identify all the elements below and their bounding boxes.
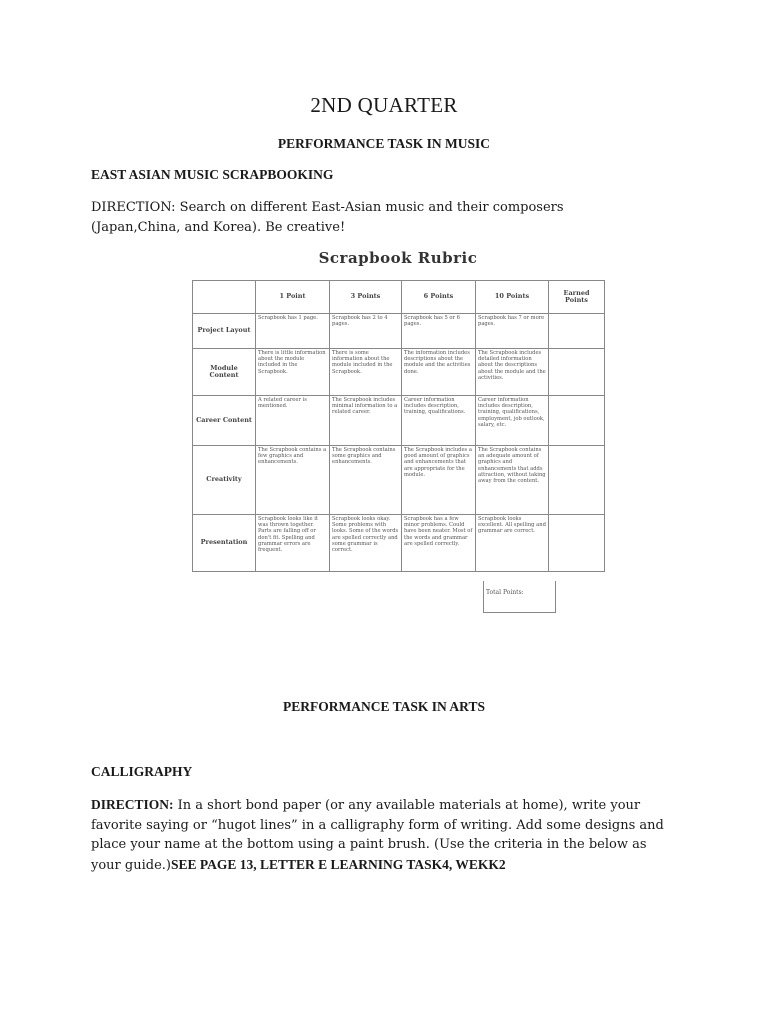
rubric-cell: Scrapbook looks excellent. All spelling and grammar are correct. xyxy=(476,515,549,572)
rubric-table xyxy=(192,280,605,572)
arts-direction-line-1 xyxy=(91,795,711,816)
rubric-cell xyxy=(549,314,605,349)
rubric-cell: The Scrapbook contains a few graphics and enhancements. xyxy=(256,446,330,515)
rubric-cell xyxy=(549,515,605,572)
rubric-cell: There is some information about the module included in the Scrapbook. xyxy=(330,349,402,396)
music-subtitle: EAST ASIAN MUSIC SCRAPBOOKING xyxy=(91,167,334,182)
arts-direction-line-2: favorite saying or “hugot lines” in a calligraphy form of writing. Add some designs and xyxy=(91,817,664,833)
rubric-criterion: Presentation xyxy=(193,515,256,572)
arts-page-reference: SEE PAGE 13, LETTER E LEARNING TASK4, WEKK2 xyxy=(170,856,506,872)
rubric-cell xyxy=(549,396,605,446)
rubric-criterion: Project Layout xyxy=(193,314,256,349)
rubric-cell: Scrapbook looks like it was thrown together. Parts are falling off or don't fit. Spelling and grammar errors are frequent. xyxy=(256,515,330,572)
arts-direction-line-3: place your name at the bottom using a paint brush. (Use the criteria in the below as xyxy=(91,837,647,852)
rubric-col-header: 1 Point xyxy=(256,281,330,314)
rubric-header-row xyxy=(193,281,605,314)
rubric-row xyxy=(193,396,605,446)
rubric-col-header: Earned Points xyxy=(549,281,605,314)
rubric-cell: A related career is mentioned. xyxy=(256,396,330,446)
arts-direction-text: In a short bond paper (or any available materials at home), write your xyxy=(173,798,641,813)
rubric-cell: The Scrapbook includes a good amount of graphics and enhancements that are appropriate for the module. xyxy=(402,446,476,515)
music-direction-line-1: DIRECTION: Search on different East-Asian music and their composers xyxy=(91,200,564,215)
rubric-cell: The Scrapbook contains some graphics and enhancements. xyxy=(330,446,402,515)
rubric-cell: Career information includes description, training, qualifications. xyxy=(402,396,476,446)
rubric-cell: The information includes descriptions about the module and the activities done. xyxy=(402,349,476,396)
music-task-title: PERFORMANCE TASK IN MUSIC xyxy=(277,136,491,151)
arts-subtitle: CALLIGRAPHY xyxy=(91,764,193,779)
rubric-cell: There is little information about the module included in the Scrapbook. xyxy=(256,349,330,396)
rubric-total-points: Total Points: xyxy=(483,581,556,613)
rubric-cell: Scrapbook has 2 to 4 pages. xyxy=(330,314,402,349)
arts-direction-guide: your guide.) xyxy=(91,857,171,873)
rubric-cell: Career information includes description, training, qualifications, employment, job outlook, salary, etc. xyxy=(476,396,549,446)
rubric-cell: Scrapbook has a few minor problems. Could have been neater. Most of the words and grammar are spelled correctly. xyxy=(402,515,476,572)
rubric-row xyxy=(193,515,605,572)
scrapbook-rubric-image xyxy=(192,245,604,615)
rubric-cell xyxy=(549,446,605,515)
rubric-col-header: 10 Points xyxy=(476,281,549,314)
rubric-col-header: 3 Points xyxy=(330,281,402,314)
quarter-heading: 2ND QUARTER xyxy=(310,93,458,117)
arts-task-title: PERFORMANCE TASK IN ARTS xyxy=(283,699,485,714)
rubric-col-header: 6 Points xyxy=(402,281,476,314)
rubric-cell xyxy=(549,349,605,396)
rubric-criterion: Creativity xyxy=(193,446,256,515)
rubric-criterion: Module Content xyxy=(193,349,256,396)
rubric-cell: The Scrapbook includes detailed information about the descriptions about the module and the activities. xyxy=(476,349,549,396)
rubric-col-header xyxy=(193,281,256,314)
rubric-cell: Scrapbook looks okay. Some problems with looks. Some of the words are spelled correctly and some grammar is correct. xyxy=(330,515,402,572)
rubric-cell: The Scrapbook contains an adequate amount of graphics and enhancements that adds attraction, without taking away from the content. xyxy=(476,446,549,515)
music-direction xyxy=(91,198,691,237)
rubric-title: Scrapbook Rubric xyxy=(318,249,478,267)
music-direction-line-2: (Japan,China, and Korea). Be creative! xyxy=(91,219,346,235)
rubric-cell: Scrapbook has 5 or 6 pages. xyxy=(402,314,476,349)
rubric-row xyxy=(193,446,605,515)
arts-direction-label: DIRECTION: xyxy=(91,797,174,812)
rubric-cell: Scrapbook has 7 or more pages. xyxy=(476,314,549,349)
rubric-cell: Scrapbook has 1 page. xyxy=(256,314,330,349)
rubric-row xyxy=(193,314,605,349)
arts-direction xyxy=(91,795,711,875)
rubric-criterion: Career Content xyxy=(193,396,256,446)
rubric-row xyxy=(193,349,605,396)
arts-direction-line-4 xyxy=(91,855,711,876)
rubric-cell: The Scrapbook includes minimal information to a related career. xyxy=(330,396,402,446)
